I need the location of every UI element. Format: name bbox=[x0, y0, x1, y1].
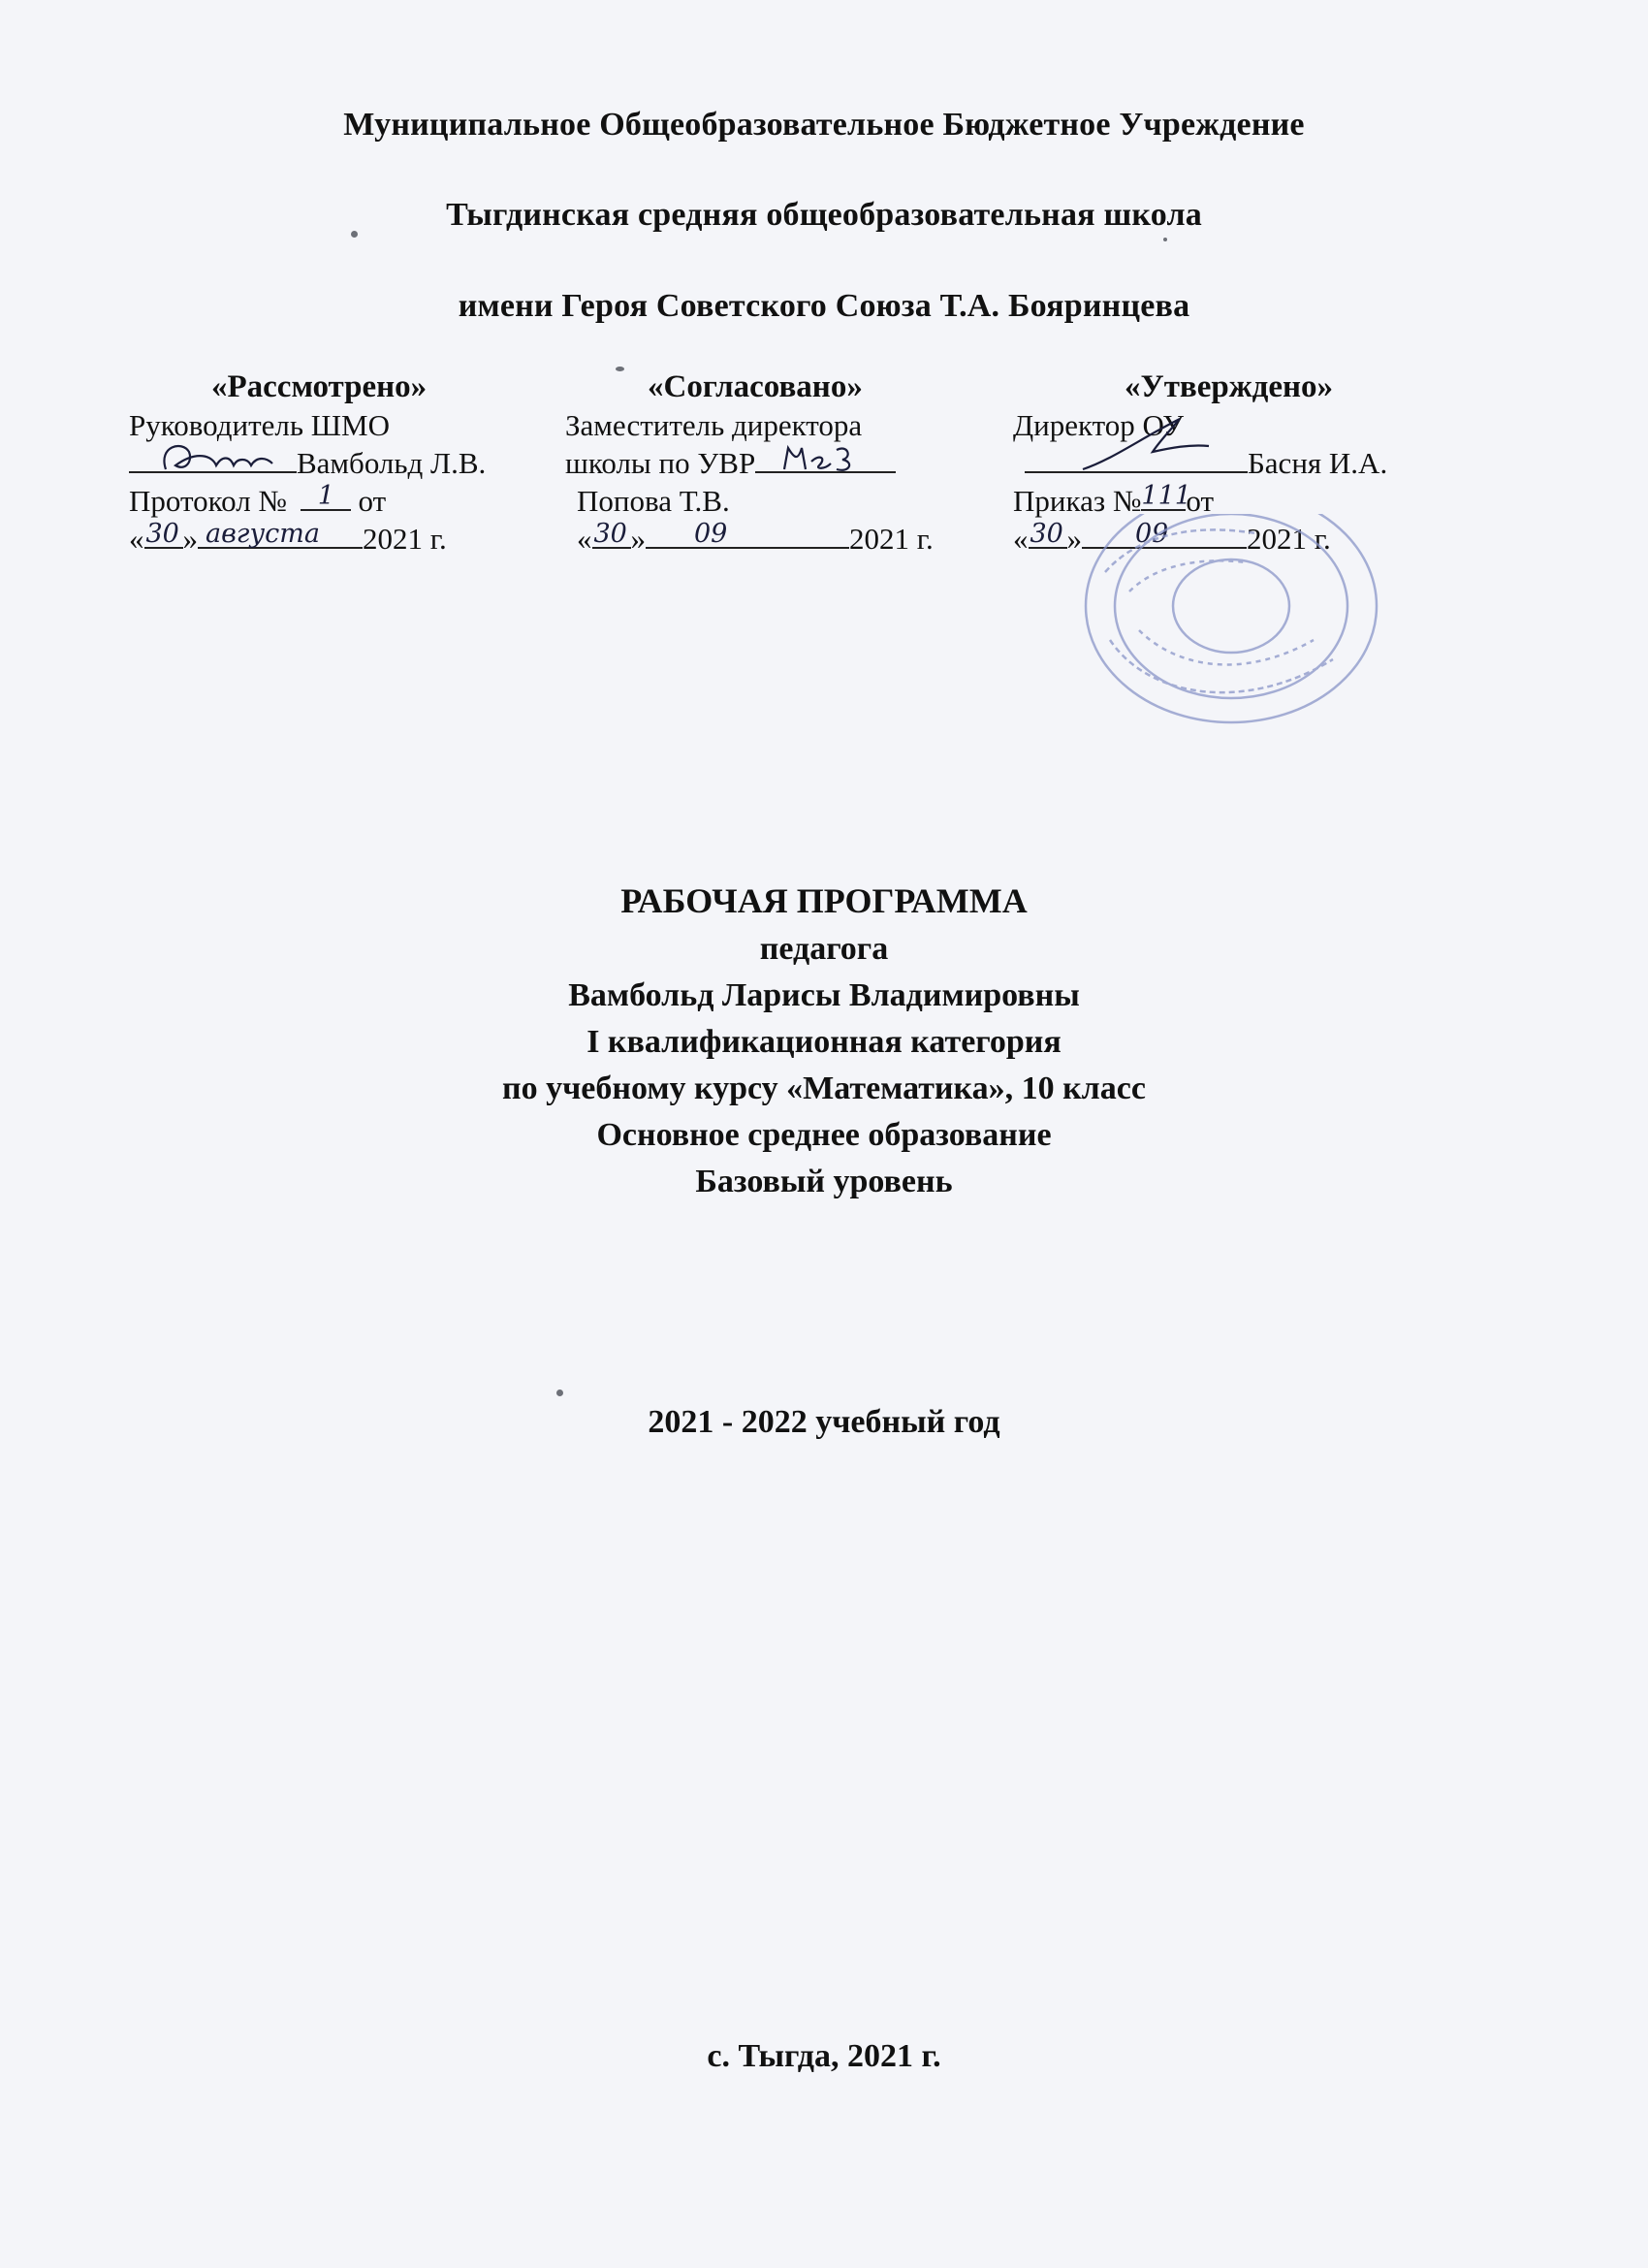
program-education-level: Основное среднее образование bbox=[596, 1117, 1052, 1153]
date-month-blank bbox=[646, 519, 849, 549]
date-day: 30 bbox=[1030, 519, 1063, 549]
considered-role: Руководитель ШМО bbox=[129, 408, 391, 442]
school-name: Тыгдинская средняя общеобразовательная школа bbox=[446, 197, 1202, 233]
considered-name: Вамбольд Л.В. bbox=[297, 446, 487, 480]
protocol-number: 1 bbox=[317, 481, 334, 511]
program-teacher-name: Вамбольд Ларисы Владимировны bbox=[568, 977, 1080, 1013]
approval-considered bbox=[129, 368, 555, 558]
signature-blank bbox=[129, 446, 297, 473]
program-category: I квалификационная категория bbox=[586, 1024, 1062, 1060]
order-label: Приказ № bbox=[1013, 484, 1142, 518]
date-month: августа bbox=[206, 519, 320, 549]
date-month: 09 bbox=[1135, 519, 1169, 549]
school-honorific: имени Героя Советского Союза Т.А. Бояринцева bbox=[458, 288, 1190, 324]
school-seal-stamp bbox=[1052, 514, 1381, 737]
protocol-number-blank bbox=[301, 481, 351, 511]
date-year: 2021 г. bbox=[363, 522, 447, 556]
date-open-quote: « bbox=[1013, 522, 1029, 556]
approved-title: «Утверждено» bbox=[1125, 369, 1334, 404]
institution-name: Муниципальное Общеобразовательное Бюджетное Учреждение bbox=[343, 107, 1305, 143]
agreed-name: Попова Т.В. bbox=[577, 484, 730, 518]
agreed-role-line1: Заместитель директора bbox=[565, 408, 863, 442]
program-difficulty-level: Базовый уровень bbox=[695, 1164, 953, 1199]
scan-speck bbox=[556, 1390, 563, 1396]
program-title-block bbox=[0, 878, 1648, 1205]
approved-name: Басня И.А. bbox=[1248, 446, 1388, 480]
signature-blank bbox=[1025, 446, 1248, 473]
program-course: по учебному курсу «Математика», 10 класс bbox=[502, 1070, 1146, 1106]
agreed-title: «Согласовано» bbox=[648, 369, 863, 404]
date-month: 09 bbox=[694, 519, 728, 549]
order-from: от bbox=[1186, 484, 1215, 518]
order-number: 111 bbox=[1141, 481, 1191, 511]
scan-speck bbox=[351, 231, 358, 238]
approved-signature-line bbox=[1013, 444, 1469, 482]
considered-protocol bbox=[129, 482, 555, 520]
date-close-quote: » bbox=[630, 522, 646, 556]
date-day-blank bbox=[144, 519, 183, 549]
handwritten-signature bbox=[755, 436, 896, 475]
scan-speck bbox=[616, 367, 624, 371]
date-open-quote: « bbox=[129, 522, 144, 556]
academic-year: 2021 - 2022 учебный год bbox=[648, 1404, 1000, 1440]
date-close-quote: » bbox=[1066, 522, 1082, 556]
place-and-year: с. Тыгда, 2021 г. bbox=[707, 2038, 941, 2074]
date-day: 30 bbox=[145, 519, 179, 549]
date-open-quote: « bbox=[577, 522, 592, 556]
scan-speck bbox=[1163, 238, 1167, 241]
date-day: 30 bbox=[593, 519, 627, 549]
considered-title: «Рассмотрено» bbox=[211, 369, 428, 404]
program-title: РАБОЧАЯ ПРОГРАММА bbox=[620, 881, 1028, 920]
program-teacher-label: педагога bbox=[759, 931, 889, 967]
agreed-date bbox=[565, 520, 992, 558]
handwritten-signature bbox=[129, 436, 294, 475]
date-year: 2021 г. bbox=[849, 522, 934, 556]
considered-signature-line bbox=[129, 444, 555, 482]
agreed-signature-blank bbox=[755, 446, 896, 473]
protocol-from: от bbox=[358, 484, 387, 518]
order-number-blank bbox=[1141, 481, 1191, 511]
approval-agreed bbox=[565, 368, 992, 558]
protocol-label: Протокол № bbox=[129, 484, 287, 518]
handwritten-signature bbox=[1025, 409, 1248, 477]
agreed-role-text: школы по УВР bbox=[565, 446, 756, 480]
agreed-role-line2 bbox=[565, 444, 992, 482]
date-year: 2021 г. bbox=[1247, 522, 1331, 556]
date-month-blank bbox=[198, 519, 363, 549]
approved-role: Директор ОУ bbox=[1013, 408, 1185, 442]
date-day-blank bbox=[592, 519, 631, 549]
considered-date bbox=[129, 520, 555, 558]
date-close-quote: » bbox=[182, 522, 198, 556]
